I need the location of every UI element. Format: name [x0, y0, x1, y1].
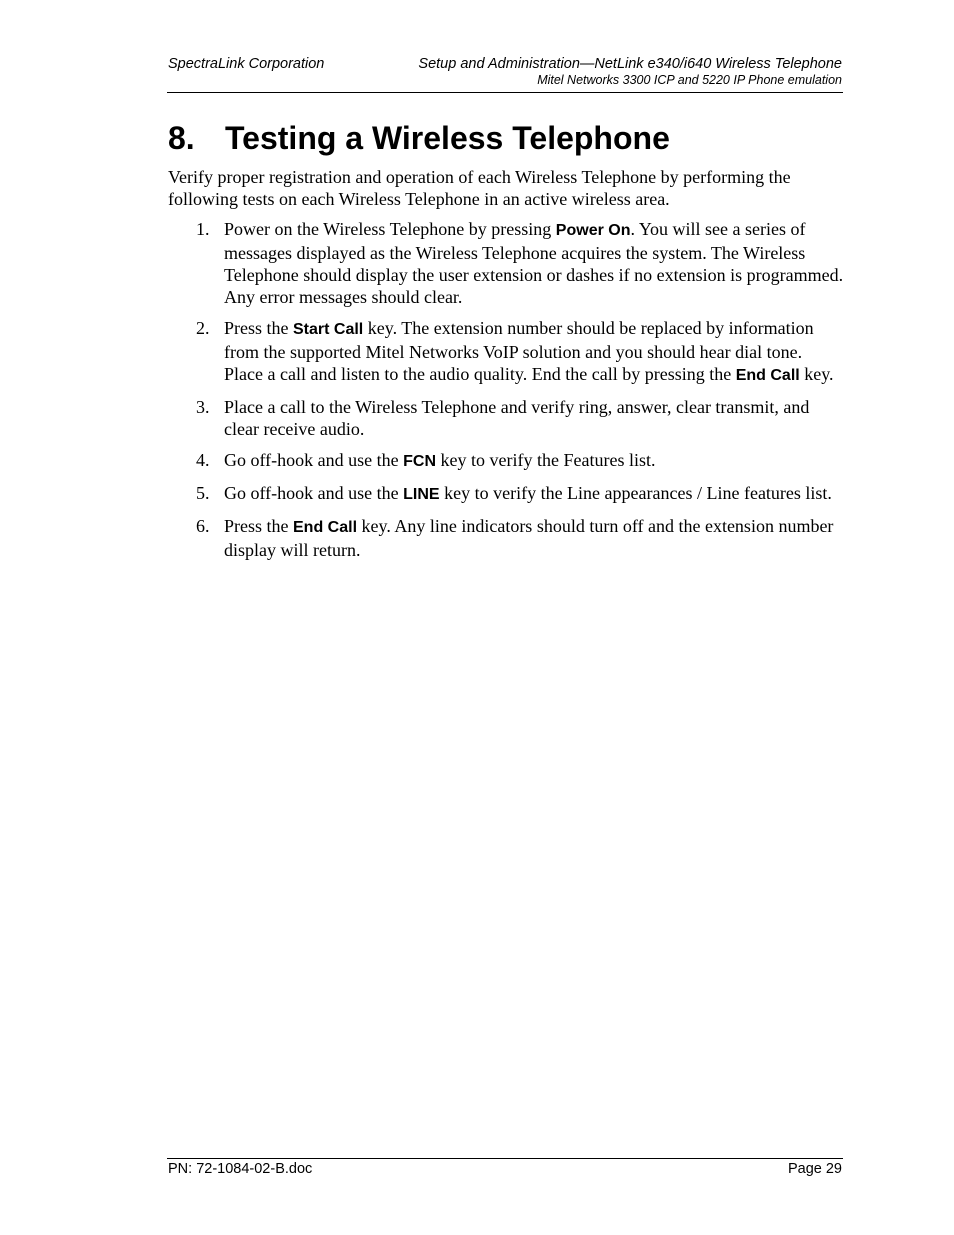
step-number: 2. — [196, 318, 210, 338]
step-text: key. The extension number should be replaced by information from the supported Mitel Networks VoIP solution and you should hear dial tone. Place a call and listen to the audio quality. End the call by pressing the — [224, 318, 814, 384]
step-text: key to verify the Line appearances / Line features list. — [439, 483, 832, 503]
section-intro: Verify proper registration and operation of each Wireless Telephone by performing the following tests on each Wireless Telephone in an active wireless area. — [168, 167, 791, 209]
test-step — [168, 396, 844, 440]
footer-page-number: Page 29 — [787, 1161, 842, 1177]
header-doc-info — [418, 56, 842, 88]
section-title: Testing a Wireless Telephone — [225, 120, 670, 156]
section-heading — [168, 118, 670, 158]
step-number: 5. — [196, 483, 210, 503]
header-doc-title: Setup and Administration—NetLink e340/i640 Wireless Telephone — [418, 56, 842, 72]
header-rule — [167, 92, 843, 93]
header-doc-subtitle: Mitel Networks 3300 ICP and 5220 IP Phone emulation — [537, 73, 842, 87]
step-text: Place a call to the Wireless Telephone and verify ring, answer, clear transmit, and clear receive audio. — [224, 397, 810, 439]
test-step — [168, 515, 844, 561]
key-name: Power On — [555, 222, 631, 239]
step-text: Power on the Wireless Telephone by pressing — [224, 219, 556, 239]
step-number: 3. — [196, 397, 210, 417]
test-step — [168, 482, 844, 506]
key-name: End Call — [293, 519, 358, 536]
step-number: 1. — [196, 219, 210, 239]
footer-part-number: PN: 72-1084-02-B.doc — [168, 1161, 313, 1177]
step-text: Go off-hook and use the — [224, 483, 404, 503]
key-name: LINE — [403, 486, 440, 503]
section-number: 8. — [168, 120, 195, 156]
step-text: Go off-hook and use the — [224, 450, 404, 470]
test-step — [168, 218, 844, 308]
key-name: FCN — [403, 453, 437, 470]
step-text: Press the — [224, 318, 293, 338]
test-step — [168, 449, 844, 473]
step-number: 4. — [196, 450, 210, 470]
step-text: key to verify the Features list. — [436, 450, 656, 470]
test-step — [168, 317, 844, 387]
step-text: key. Any line indicators should turn off and the extension number display will return. — [224, 516, 834, 560]
header-company: SpectraLink Corporation — [168, 56, 325, 72]
step-text: key. — [799, 364, 834, 384]
step-number: 6. — [196, 516, 210, 536]
key-name: Start Call — [293, 321, 364, 338]
footer-rule — [167, 1158, 843, 1159]
step-text: . You will see a series of messages displayed as the Wireless Telephone acquires the system. The Wireless Telephone should display the user extension or dashes if no extension is programmed. Any error messages should clear. — [224, 219, 844, 307]
test-steps-list — [168, 218, 844, 570]
step-text: Press the — [224, 516, 293, 536]
key-name: End Call — [735, 367, 800, 384]
